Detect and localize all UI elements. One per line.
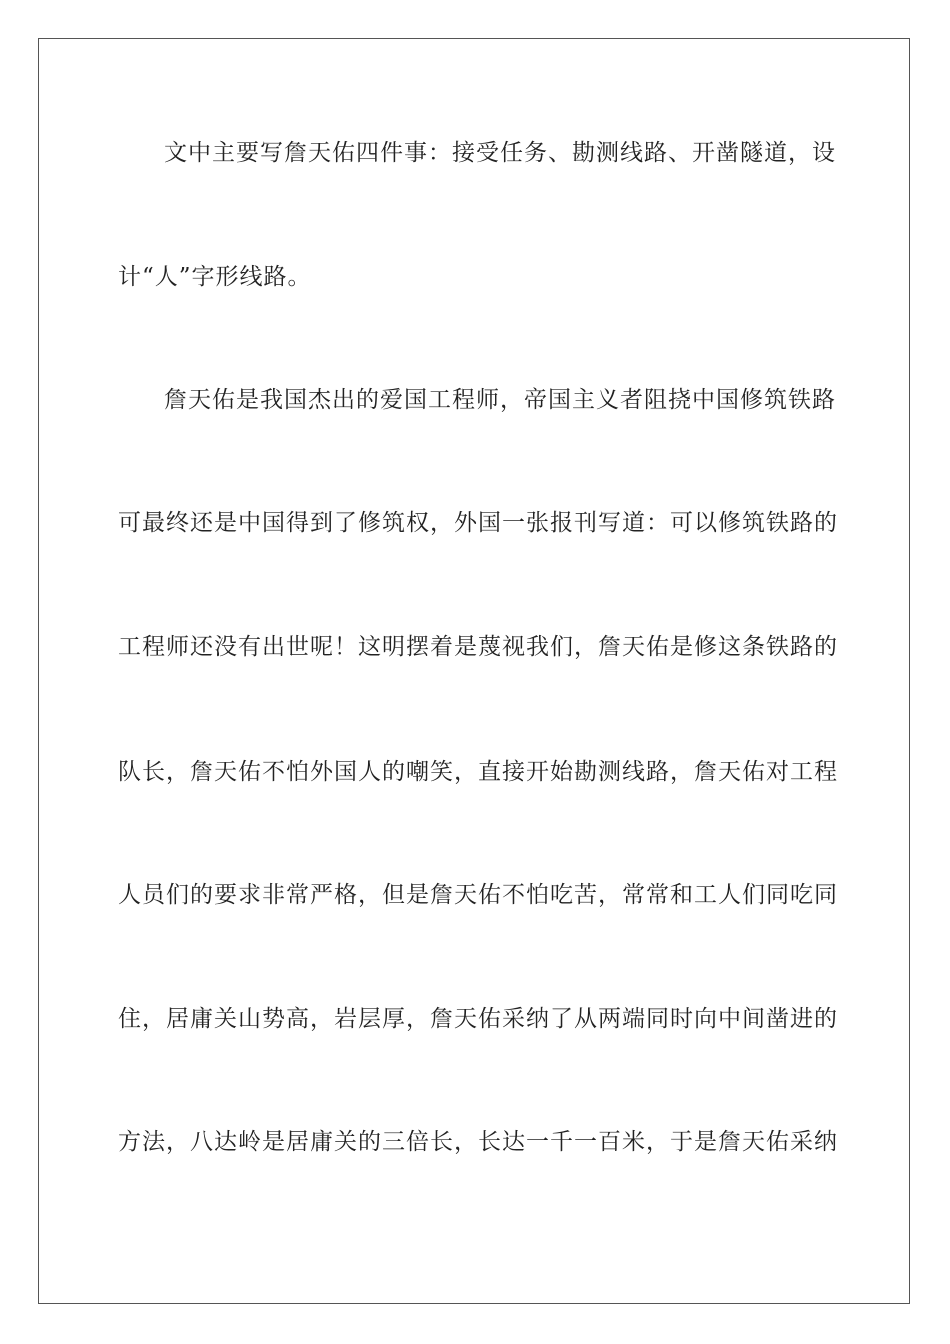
paragraph-2-line-5: 人员们的要求非常严格，但是詹天佑不怕吃苦，常常和工人们同吃同 bbox=[118, 882, 838, 908]
paragraph-2-line-6: 住，居庸关山势高，岩层厚，詹天佑采纳了从两端同时向中间凿进的 bbox=[118, 1006, 838, 1032]
paragraph-2-line-2: 可最终还是中国得到了修筑权，外国一张报刊写道：可以修筑铁路的 bbox=[118, 510, 838, 536]
page-border bbox=[38, 38, 910, 1304]
paragraph-2-line-1: 詹天佑是我国杰出的爱国工程师，帝国主义者阻挠中国修筑铁路 bbox=[164, 387, 836, 413]
paragraph-1-line-1: 文中主要写詹天佑四件事：接受任务、勘测线路、开凿隧道，设 bbox=[164, 140, 836, 166]
paragraph-2-line-7: 方法，八达岭是居庸关的三倍长，长达一千一百米，于是詹天佑采纳 bbox=[118, 1129, 838, 1155]
paragraph-2-line-4: 队长，詹天佑不怕外国人的嘲笑，直接开始勘测线路，詹天佑对工程 bbox=[118, 759, 838, 785]
paragraph-2-line-3: 工程师还没有出世呢！这明摆着是蔑视我们，詹天佑是修这条铁路的 bbox=[118, 634, 838, 660]
paragraph-1-line-2: 计“人”字形线路。 bbox=[118, 264, 312, 290]
